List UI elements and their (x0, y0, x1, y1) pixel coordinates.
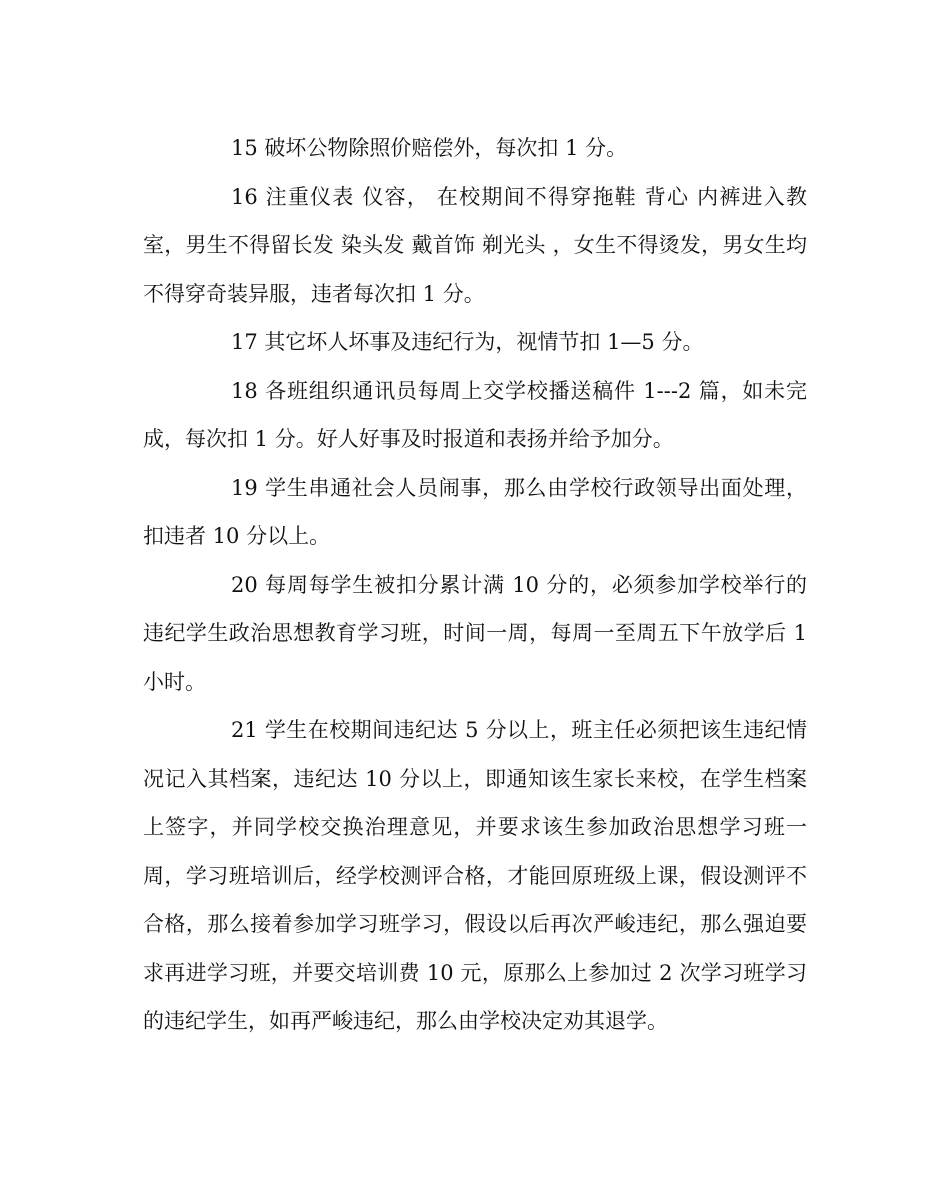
rule-paragraph-21: 21 学生在校期间违纪达 5 分以上，班主任必须把该生违纪情况记入其档案，违纪达 10 分以上，即通知该生家长来校，在学生档案上签字，并同学校交换治理意见，并要求该生参加政治思想学习班一周，学习班培训后，经学校测评合格，才能回原班级上课，假设测评不合格，那么接着参加学习班学习，假设以后再次严峻违纪，那么强迫要求再进学习班，并要交培训费 10 元，原那么上参加过 2 次学习班学习的违纪学生，如再严峻违纪，那么由学校决定劝其退学。 (143, 718, 807, 1033)
rule-paragraph-16: 16 注重仪表 仪容， 在校期间不得穿拖鞋 背心 内裤进入教室，男生不得留长发 染头发 戴首饰 剃光头 ，女生不得烫发，男女生均不得穿奇装异服，违者每次扣 1 分。 (143, 184, 807, 306)
rule-paragraph-17: 17 其它坏人坏事及违纪行为，视情节扣 1—5 分。 (231, 330, 704, 354)
rule-paragraph-18: 18 各班组织通讯员每周上交学校播送稿件 1---2 篇，如未完成，每次扣 1 分。好人好事及时报道和表扬并给予加分。 (143, 378, 807, 451)
rule-paragraph-20: 20 每周每学生被扣分累计满 10 分的，必须参加学校举行的违纪学生政治思想教育学习班，时间一周，每周一至周五下午放学后 1 小时。 (143, 572, 814, 694)
document-body (143, 124, 814, 1046)
rule-paragraph-19: 19 学生串通社会人员闹事，那么由学校行政领导出面处理，扣违者 10 分以上。 (143, 475, 807, 548)
rule-paragraph-15: 15 破坏公物除照价赔偿外，每次扣 1 分。 (231, 136, 628, 160)
